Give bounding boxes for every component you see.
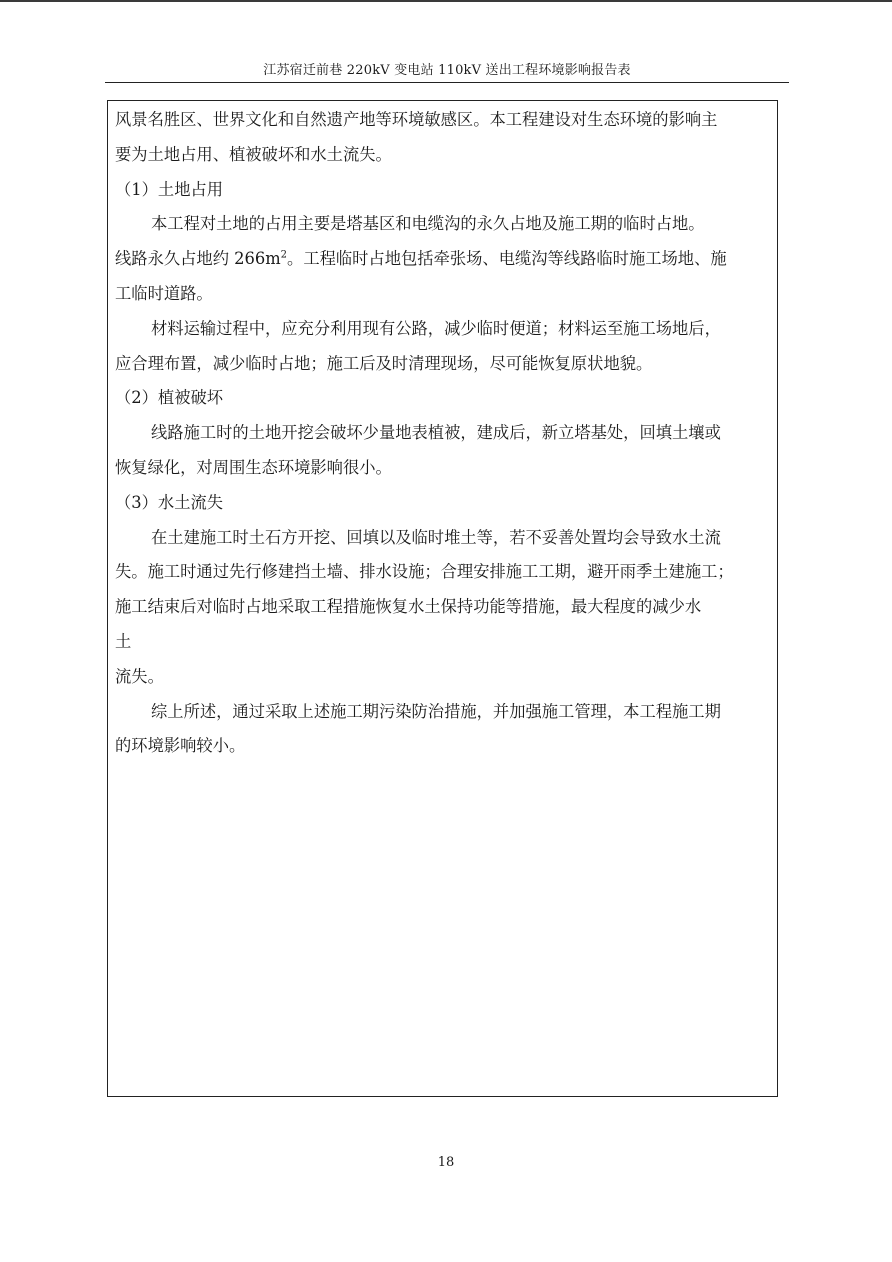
page-number: 18 <box>437 1155 455 1170</box>
paragraph-line: 土 <box>115 631 132 651</box>
summary-line: 的环境影响较小。 <box>115 736 246 756</box>
intro-line: 要为土地占用、植被破坏和水土流失。 <box>115 144 392 164</box>
document-body <box>115 103 775 764</box>
paragraph-line: 应合理布置，减少临时占地；施工后及时清理现场，尽可能恢复原状地貌。 <box>115 353 653 373</box>
intro-line: 风景名胜区、世界文化和自然遗产地等环境敏感区。本工程建设对生态环境的影响主 <box>115 110 718 129</box>
paragraph-line: 失。施工时通过先行修建挡土墙、排水设施；合理安排施工工期，避开雨季土建施工； <box>115 562 734 582</box>
section-heading-vegetation: （2）植被破坏 <box>115 388 224 408</box>
paragraph-line: 工临时道路。 <box>115 283 213 303</box>
section-heading-soil-erosion: （3）水土流失 <box>115 492 224 512</box>
paragraph-line: 线路施工时的土地开挖会破坏少量地表植被，建成后，新立塔基处，回填土壤或 <box>151 423 721 443</box>
land-area-text: 线路永久占地约 266m <box>115 249 281 269</box>
paragraph-text: 。工程临时占地包括牵张场、电缆沟等线路临时施工场地、施 <box>287 249 727 269</box>
paragraph-line: 在土建施工时土石方开挖、回填以及临时堆土等，若不妥善处置均会导致水土流 <box>151 527 721 547</box>
summary-line: 综上所述，通过采取上述施工期污染防治措施，并加强施工管理，本工程施工期 <box>151 701 721 721</box>
paragraph-line: 流失。 <box>115 666 164 686</box>
section-heading-land-use: （1）土地占用 <box>115 179 224 199</box>
paragraph-line: 本工程对土地的占用主要是塔基区和电缆沟的永久占地及施工期的临时占地。 <box>151 214 705 234</box>
paragraph-line <box>115 242 775 277</box>
header-rule <box>105 82 789 83</box>
running-header: 江苏宿迁前巷 220kV 变电站 110kV 送出工程环境影响报告表 <box>263 63 631 78</box>
page-top-edge <box>0 0 892 2</box>
paragraph-line: 施工结束后对临时占地采取工程措施恢复水土保持功能等措施，最大程度的减少水 <box>115 597 702 617</box>
superscript: 2 <box>280 249 288 261</box>
paragraph-line: 恢复绿化，对周围生态环境影响很小。 <box>115 457 392 477</box>
paragraph-line: 材料运输过程中，应充分利用现有公路，减少临时便道；材料运至施工场地后， <box>151 318 721 338</box>
